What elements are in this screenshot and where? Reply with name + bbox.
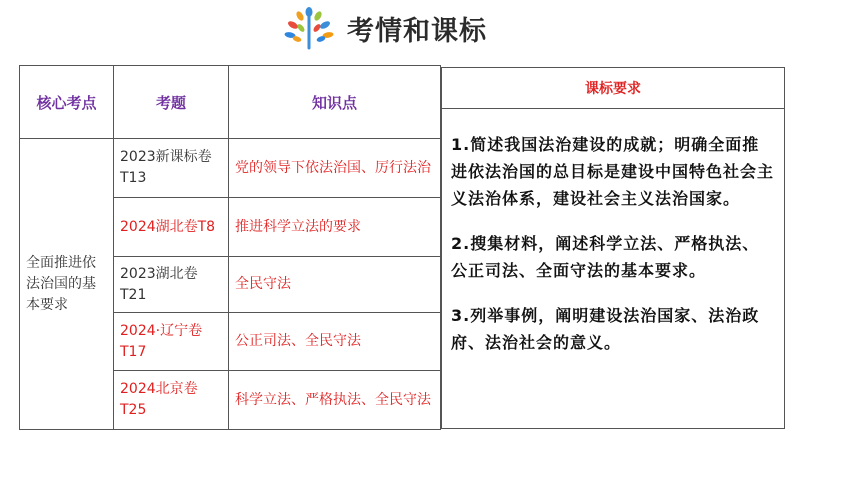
table-header-row xyxy=(20,66,441,139)
requirement-item: 3.列举事例，阐明建设法治国家、法治政府、法治社会的意义。 xyxy=(451,306,760,352)
paper-cell: 2024北京卷T25 xyxy=(114,371,229,430)
table-row xyxy=(20,139,441,198)
page-header xyxy=(283,6,487,50)
topic-cell: 全面推进依法治国的基本要求 xyxy=(20,139,114,430)
paper-cell: 2024湖北卷T8 xyxy=(114,198,229,257)
requirement-item: 1.简述我国法治建设的成就；明确全面推进依法治国的总目标是建设中国特色社会主义法治体系，建设社会主义法治国家。 xyxy=(451,135,775,208)
header-paper: 考题 xyxy=(114,66,229,139)
requirement-item: 2.搜集材料，阐述科学立法、严格执法、公正司法、全面守法的基本要求。 xyxy=(451,234,760,280)
page-title: 考情和课标 xyxy=(347,15,487,47)
knowledge-cell: 科学立法、严格执法、全民守法 xyxy=(229,371,441,430)
paper-cell: 2023新课标卷T13 xyxy=(114,139,229,198)
requirements-header: 课标要求 xyxy=(442,68,784,109)
paper-cell: 2024·辽宁卷T17 xyxy=(114,313,229,371)
paper-cell: 2023湖北卷T21 xyxy=(114,257,229,313)
header-topic: 核心考点 xyxy=(20,66,114,139)
header-knowledge: 知识点 xyxy=(229,66,441,139)
requirements-body xyxy=(442,109,784,356)
colorful-tree-logo-icon xyxy=(283,6,335,50)
knowledge-cell: 党的领导下依法治国、厉行法治 xyxy=(229,139,441,198)
curriculum-requirements-box xyxy=(441,67,785,429)
exam-table xyxy=(19,65,441,430)
knowledge-cell: 推进科学立法的要求 xyxy=(229,198,441,257)
knowledge-cell: 全民守法 xyxy=(229,257,441,313)
knowledge-cell: 公正司法、全民守法 xyxy=(229,313,441,371)
